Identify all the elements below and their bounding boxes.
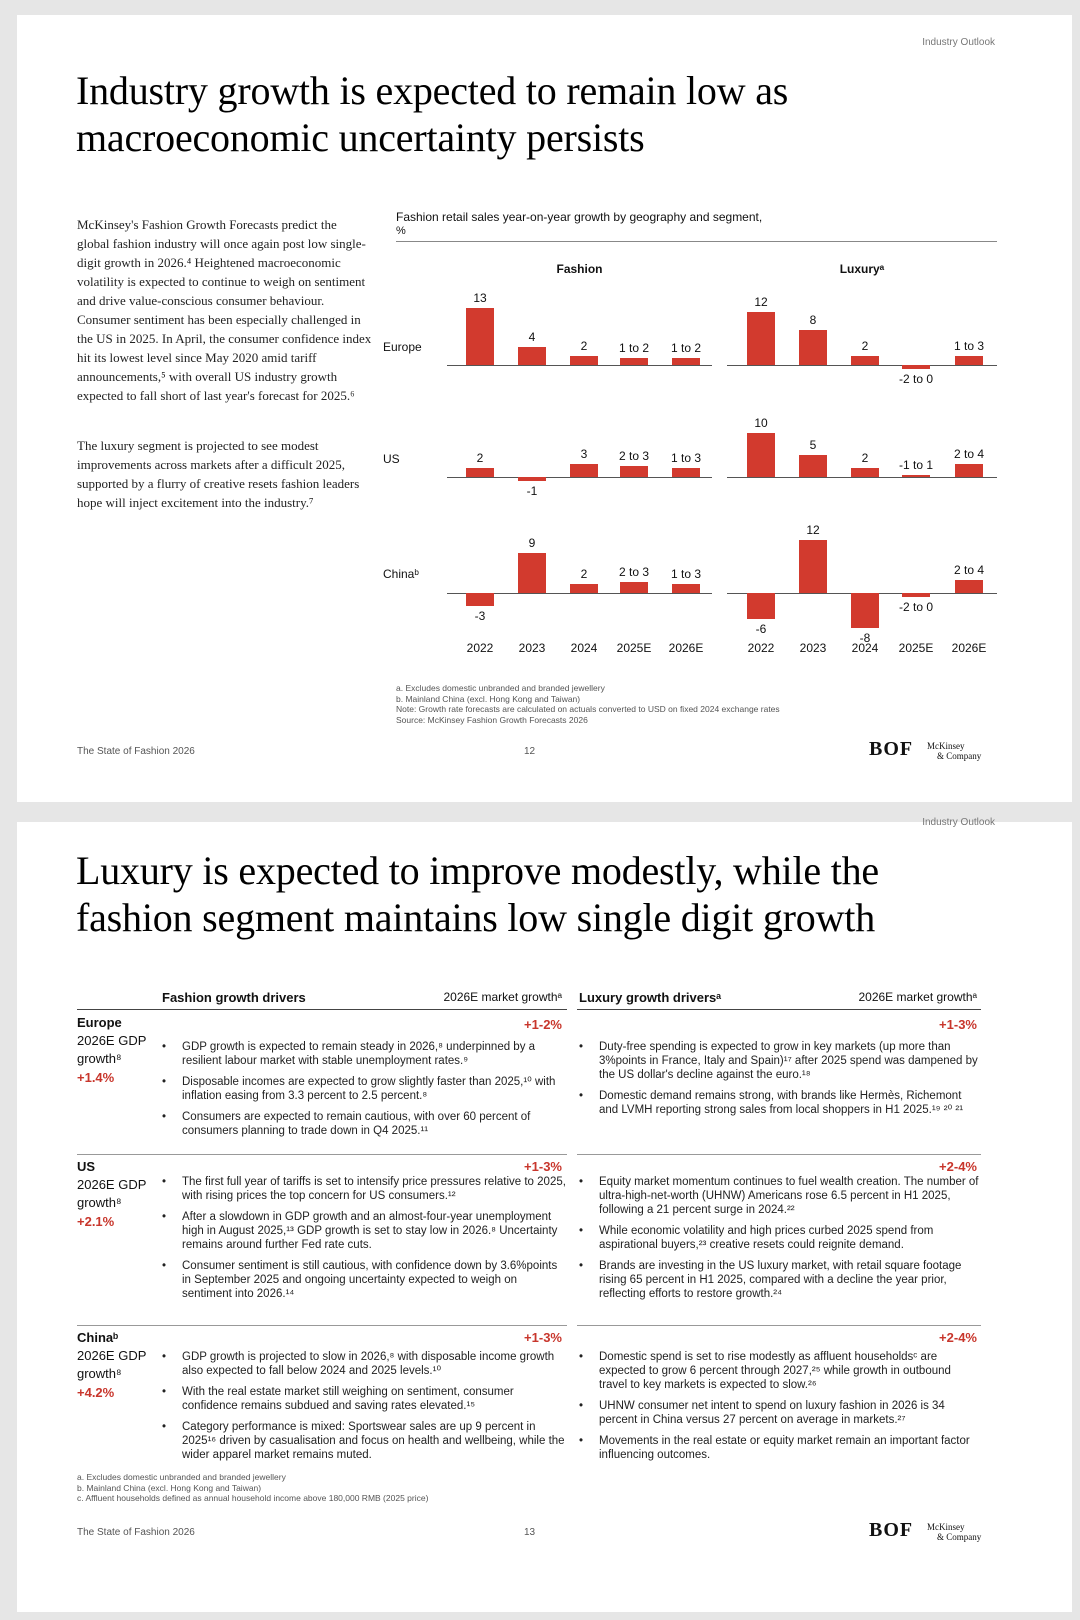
gdp-label: 2026E GDP growth⁸	[77, 1033, 147, 1066]
data-label: 4	[528, 330, 536, 345]
x-tick-label: 2023	[799, 641, 827, 655]
list-item: • Duty-free spending is expected to grow in key markets (up more than 3%points in France, Italy and Spain)¹⁷ after 2025 spend was dampened by the US dollar's decline against the euro.¹⁸	[579, 1040, 979, 1082]
data-label: 1 to 3	[953, 339, 985, 354]
bar	[955, 464, 983, 477]
page-title-line-2: fashion segment maintains low single digit growth	[76, 895, 875, 940]
data-label: 2	[861, 451, 869, 466]
bar	[799, 455, 827, 477]
segment-title: Fashion	[556, 262, 603, 276]
x-tick-label: 2024	[851, 641, 879, 655]
bar	[851, 593, 879, 628]
data-label: 2 to 4	[953, 446, 985, 461]
fashion-growth-us: +1-3%	[524, 1159, 562, 1174]
note-c: c. Affluent households defined as annual household income above 180,000 RMB (2025 price)	[77, 1493, 429, 1503]
bar	[570, 356, 598, 365]
x-tick-label: 2025E	[616, 641, 652, 655]
bar	[955, 580, 983, 593]
bar	[747, 312, 775, 365]
x-tick-label: 2025E	[898, 641, 934, 655]
mckinsey-logo-line-1: McKinsey	[927, 741, 965, 751]
row-rule-left	[77, 1325, 567, 1326]
note-a: a. Excludes domestic unbranded and branded jewellery	[396, 683, 605, 693]
fashion-growth-europe: +1-2%	[524, 1017, 562, 1032]
data-label: -8	[859, 631, 871, 646]
bar	[466, 308, 494, 365]
page-title	[76, 847, 879, 941]
row-rule-left	[77, 1154, 567, 1155]
note-b: b. Mainland China (excl. Hong Kong and Taiwan)	[396, 693, 581, 704]
data-label: 2	[476, 451, 484, 466]
bar	[518, 553, 546, 593]
section-eyebrow: Industry Outlook	[922, 37, 995, 48]
bar	[672, 358, 700, 365]
data-label: 2	[580, 567, 588, 582]
data-label: 13	[473, 290, 487, 305]
footer-publication: The State of Fashion 2026	[77, 1527, 195, 1538]
data-label: -1 to 1	[898, 458, 934, 472]
luxury-growth-us: +2-4%	[939, 1159, 977, 1174]
footer-publication: The State of Fashion 2026	[77, 746, 195, 757]
x-tick-label: 2026E	[668, 641, 704, 655]
mckinsey-logo	[927, 1522, 981, 1542]
bar	[799, 330, 827, 365]
row-label: Chinaᵇ	[383, 567, 419, 581]
bar	[672, 468, 700, 477]
data-label: 2 to 3	[618, 565, 650, 579]
bar	[570, 584, 598, 593]
fashion-growth-china: +1-3%	[524, 1330, 562, 1345]
axis-baseline	[447, 365, 712, 366]
row-rule-right	[577, 1154, 981, 1155]
list-item: • With the real estate market still weighing on sentiment, consumer confidence remains subdued and saving rates elevated.¹⁵	[162, 1385, 567, 1413]
list-item: • After a slowdown in GDP growth and an almost-four-year unemployment high in August 2025,¹³ GDP growth is set to stay low in 2026.⁸ Uncertainty remains around further Fed rate cuts.	[162, 1210, 567, 1252]
page-title-line-2: macroeconomic uncertainty persists	[76, 115, 645, 160]
bar	[466, 468, 494, 477]
list-item: • GDP growth is projected to slow in 2026,⁸ with disposable income growth also expected to fall below 2024 and 2025 levels.¹⁰	[162, 1350, 567, 1378]
growth-bar-chart	[17, 15, 1072, 715]
region-name: Chinaᵇ	[77, 1330, 119, 1345]
bar	[747, 593, 775, 619]
bar	[799, 540, 827, 593]
bar	[620, 358, 648, 365]
data-label: -1	[526, 484, 538, 499]
axis-baseline	[447, 477, 712, 478]
note-b: b. Mainland China (excl. Hong Kong and Taiwan)	[77, 1482, 262, 1493]
row-rule-right	[577, 1325, 981, 1326]
list-item: • Domestic demand remains strong, with brands like Hermès, Richemont and LVMH reporting strong sales from local shoppers in H1 2025.¹⁹ ²⁰ ²¹	[579, 1089, 979, 1117]
data-label: 3	[580, 446, 588, 461]
header-luxury-drivers: Luxury growth driversᵃ	[579, 990, 722, 1005]
mckinsey-logo-line-2: & Company	[937, 751, 982, 761]
chart-title: Fashion retail sales year-on-year growth by geography and segment,	[396, 210, 763, 224]
intro-paragraph: McKinsey's Fashion Growth Forecasts predict the global fashion industry will once again post low single-digit growth in 2026.⁴ Heightened macroeconomic volatility is expected to continue to weigh on sentiment and drive value-conscious consumer behaviour. Consumer sentiment has been especially challenged in the US in 2025. In April, the consumer confidence index hit its lowest level since May 2020 amid tariff announcements,⁵ with overall US industry growth expected to fall short of last year's forecast for 2025.⁶	[77, 217, 372, 403]
row-label: US	[383, 452, 400, 466]
list-item: • GDP growth is expected to remain steady in 2026,⁸ underpinned by a resilient labour market with stable unemployment rates.⁹	[162, 1040, 567, 1068]
chart-unit: %	[396, 225, 406, 237]
bar	[466, 593, 494, 606]
bar	[518, 347, 546, 365]
note-a: a. Excludes domestic unbranded and branded jewellery	[77, 1472, 286, 1482]
data-label: 10	[754, 416, 768, 430]
data-label: 2 to 4	[953, 562, 985, 577]
data-label: 1 to 2	[670, 341, 702, 356]
chart-notes	[396, 683, 780, 725]
list-item: • UHNW consumer net intent to spend on luxury fashion in 2026 is 34 percent in China versus 27 percent on average in markets.²⁷	[579, 1399, 979, 1427]
list-item: • Brands are investing in the US luxury market, with retail square footage rising 65 percent in H1 2025, compared with a decline the year prior, reflecting efforts to restore growth.²⁴	[579, 1259, 979, 1301]
data-label: 2	[580, 339, 588, 354]
list-item: • The first full year of tariffs is set to intensify price pressures relative to 2025, with rising prices the top concern for US consumers.¹²	[162, 1175, 567, 1203]
region-china	[77, 1330, 157, 1400]
data-label: 5	[809, 438, 817, 452]
gdp-value: +2.1%	[77, 1214, 115, 1229]
header-rule-right	[577, 1009, 981, 1010]
header-fashion-drivers: Fashion growth drivers	[162, 990, 306, 1005]
data-label: 2 to 3	[618, 449, 650, 463]
x-tick-label: 2024	[570, 641, 598, 655]
bar	[902, 593, 930, 597]
data-label: 8	[809, 312, 817, 327]
luxury-drivers-china	[579, 1350, 979, 1462]
slide-page-12	[17, 15, 1072, 802]
note-source: Source: McKinsey Fashion Growth Forecasts 2026	[396, 714, 588, 725]
bar	[570, 464, 598, 477]
bar	[672, 584, 700, 593]
bof-logo: BOF	[869, 1519, 914, 1541]
header-rule-left	[77, 1009, 567, 1010]
data-label: -6	[755, 622, 767, 637]
list-item: • Domestic spend is set to rise modestly as affluent householdsᶜ are expected to grow 6 percent through 2027,²⁵ while growth in outbound travel to key markets is expected to slow.²⁶	[579, 1350, 979, 1392]
list-item: • Movements in the real estate or equity market remain an important factor influencing outcomes.	[579, 1434, 979, 1462]
list-item: • While economic volatility and high prices curbed 2025 spend from aspirational buyers,²³ creative resets could reignite demand.	[579, 1224, 979, 1252]
segment-title: Luxuryᵃ	[839, 262, 885, 276]
data-label: 2	[861, 339, 869, 354]
data-label: 1 to 3	[670, 451, 702, 466]
bar	[902, 365, 930, 369]
bar	[747, 433, 775, 477]
region-name: Europe	[77, 1015, 122, 1030]
header-luxury-growth: 2026E market growthᵃ	[858, 990, 977, 1004]
data-label: 12	[754, 295, 768, 310]
luxury-drivers-us	[579, 1175, 979, 1301]
data-label: 1 to 2	[618, 341, 650, 356]
page-title-line-1: Luxury is expected to improve modestly, while the	[76, 848, 879, 893]
fashion-drivers-us	[162, 1175, 567, 1301]
axis-baseline	[727, 365, 997, 366]
page-title-line-1: Industry growth is expected to remain low as	[76, 68, 789, 113]
gdp-value: +1.4%	[77, 1070, 115, 1085]
bar	[955, 356, 983, 365]
section-eyebrow: Industry Outlook	[922, 817, 995, 828]
x-tick-label: 2026E	[951, 641, 987, 655]
gdp-value: +4.2%	[77, 1385, 115, 1400]
header-fashion-growth: 2026E market growthᵃ	[443, 990, 562, 1004]
data-label: 1 to 3	[670, 567, 702, 582]
data-label: 12	[806, 523, 820, 538]
data-label: -2 to 0	[898, 600, 934, 615]
axis-baseline	[727, 477, 997, 478]
bar	[620, 582, 648, 593]
data-label: -2 to 0	[898, 372, 934, 387]
luxury-drivers-europe	[579, 1040, 979, 1117]
luxury-growth-china: +2-4%	[939, 1330, 977, 1345]
page-number: 12	[524, 746, 536, 757]
row-label: Europe	[383, 340, 422, 354]
data-label: -3	[474, 609, 486, 624]
bof-logo: BOF	[869, 738, 914, 760]
list-item: • Consumer sentiment is still cautious, with confidence down by 3.6%points in September 2025 and ongoing uncertainty expected to weigh on sentiment into 2026.¹⁴	[162, 1259, 567, 1301]
bar	[902, 475, 930, 477]
bar	[518, 477, 546, 481]
page-number: 13	[524, 1527, 536, 1538]
mckinsey-logo	[927, 741, 981, 761]
list-item: • Category performance is mixed: Sportswear sales are up 9 percent in 2025¹⁶ driven by casualisation and focus on health and wellbeing, while the wider apparel market remains muted.	[162, 1420, 567, 1462]
slide-page-13	[17, 817, 1072, 1612]
bar	[620, 466, 648, 477]
gdp-label: 2026E GDP growth⁸	[77, 1177, 147, 1210]
table-notes	[77, 1472, 428, 1504]
list-item: • Consumers are expected to remain cautious, with over 60 percent of consumers planning to trade down in Q4 2025.¹¹	[162, 1110, 567, 1138]
fashion-drivers-china	[162, 1350, 567, 1462]
list-item: • Disposable incomes are expected to grow slightly faster than 2025,¹⁰ with inflation easing from 3.3 percent to 2.5 percent.⁸	[162, 1075, 567, 1103]
bar	[851, 356, 879, 365]
mckinsey-logo-line-1: McKinsey	[927, 1522, 965, 1532]
x-tick-label: 2022	[466, 641, 494, 655]
x-tick-label: 2022	[747, 641, 775, 655]
region-europe	[77, 1015, 157, 1085]
fashion-drivers-europe	[162, 1040, 567, 1138]
data-label: 9	[528, 536, 536, 551]
gdp-label: 2026E GDP growth⁸	[77, 1348, 147, 1381]
bar	[851, 468, 879, 477]
mckinsey-logo-line-2: & Company	[937, 1532, 982, 1542]
x-tick-label: 2023	[518, 641, 546, 655]
list-item: • Equity market momentum continues to fuel wealth creation. The number of ultra-high-net-worth (UHNW) Americans rose 6.5 percent in H1 2025, following a 21 percent surge in 2024.²²	[579, 1175, 979, 1217]
region-name: US	[77, 1159, 96, 1174]
note-exchange-rates: Note: Growth rate forecasts are calculated on actuals converted to USD on fixed 2024 exchange rates	[396, 704, 780, 714]
region-us	[77, 1159, 157, 1229]
luxury-growth-europe: +1-3%	[939, 1017, 977, 1032]
luxury-paragraph: The luxury segment is projected to see modest improvements across markets after a difficult 2025, supported by a flurry of creative resets fashion leaders hope will inject excitement into the industry.⁷	[77, 438, 360, 510]
